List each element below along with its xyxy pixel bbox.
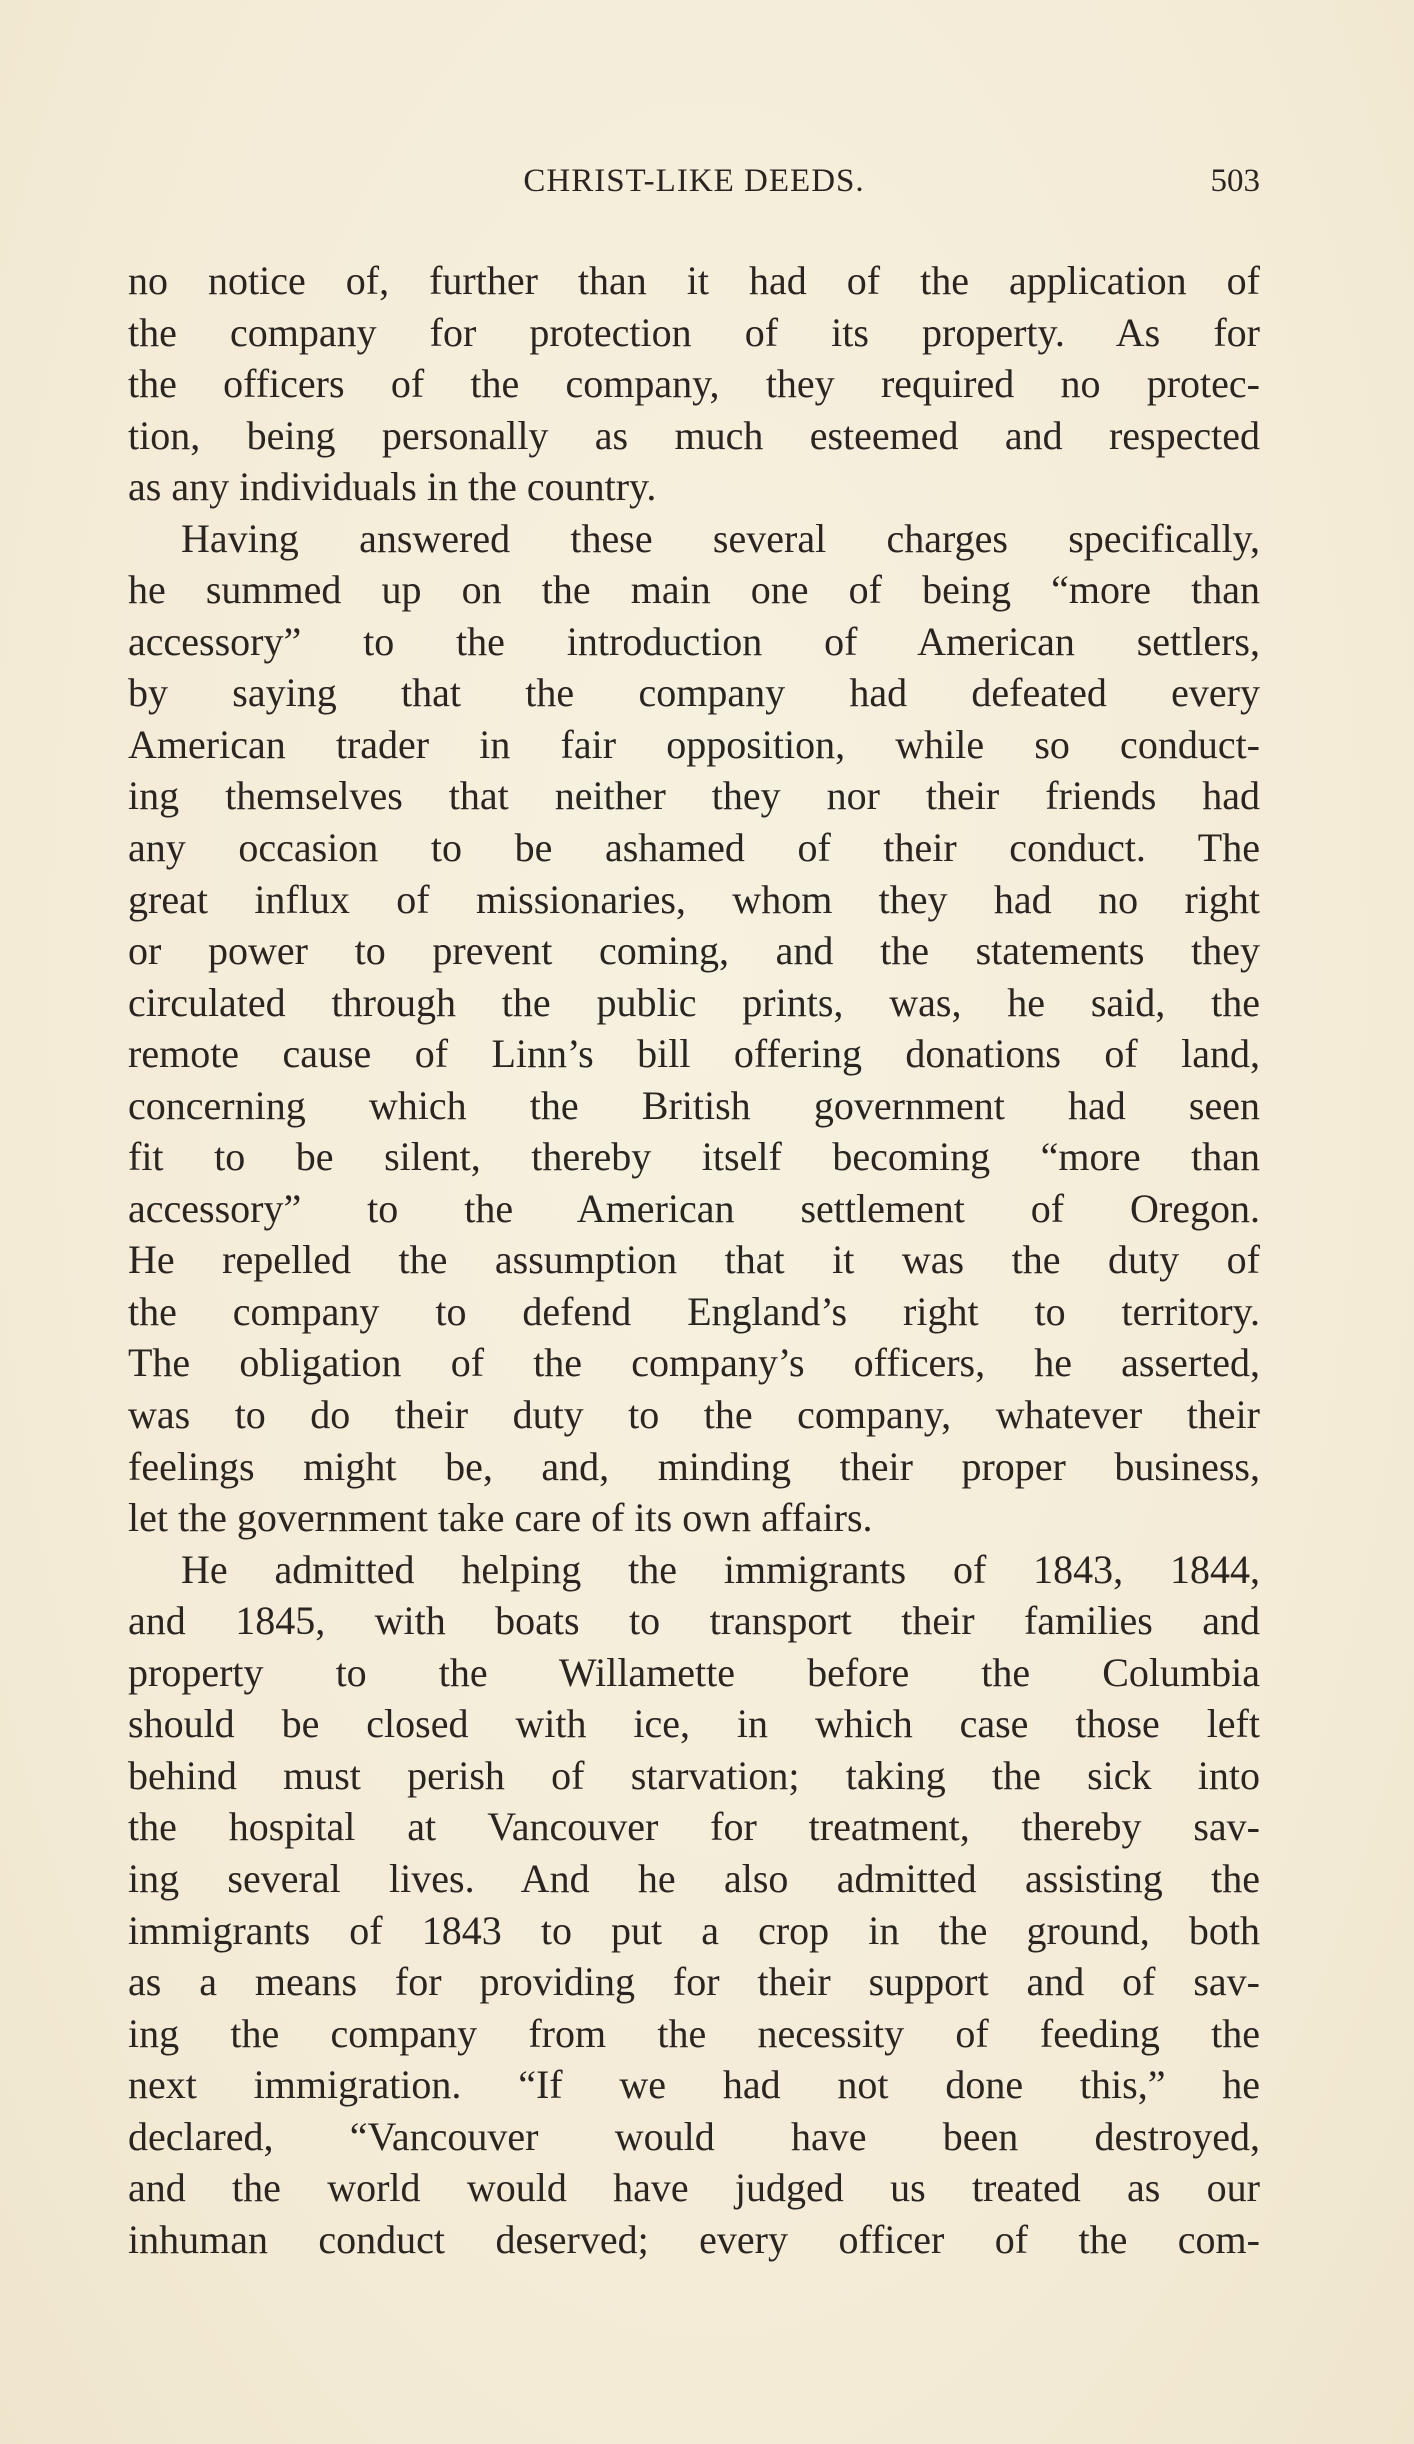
text-line: circulated through the public prints, was, he said, the: [128, 979, 1260, 1025]
page-number: 503: [1210, 163, 1260, 199]
text-line: immigrants of 1843 to put a crop in the ground, both: [128, 1907, 1260, 1953]
text-line: next immigration. “If we had not done this,” he: [128, 2062, 1260, 2108]
text-line: concerning which the British government had seen: [128, 1082, 1260, 1128]
text-line: was to do their duty to the company, whatever their: [128, 1392, 1260, 1438]
text-line: accessory” to the American settlement of Oregon.: [128, 1185, 1260, 1231]
text-line: ing themselves that neither they nor their friends had: [128, 773, 1260, 819]
text-line: fit to be silent, thereby itself becoming “more than: [128, 1134, 1260, 1180]
text-line: and 1845, with boats to transport their families and: [128, 1598, 1260, 1644]
running-title: CHRIST-LIKE DEEDS.: [523, 163, 865, 199]
text-line: remote cause of Linn’s bill offering donations of land,: [128, 1031, 1260, 1077]
text-line: the officers of the company, they required no protec-: [128, 361, 1260, 407]
text-line: he summed up on the main one of being “more than: [128, 567, 1260, 613]
text-line: the company to defend England’s right to territory.: [128, 1288, 1260, 1334]
text-line: feelings might be, and, minding their proper business,: [128, 1443, 1260, 1489]
text-line: no notice of, further than it had of the application of: [128, 258, 1260, 303]
text-line: tion, being personally as much esteemed and respected: [128, 412, 1260, 458]
text-line: let the government take care of its own affairs.: [128, 1495, 873, 1541]
text-line: by saying that the company had defeated every: [128, 670, 1260, 716]
text-line: as any individuals in the country.: [128, 464, 657, 510]
text-line: the hospital at Vancouver for treatment, thereby sav-: [128, 1804, 1260, 1850]
text-line: Having answered these several charges specifically,: [181, 515, 1260, 561]
text-line: declared, “Vancouver would have been destroyed,: [128, 2113, 1260, 2159]
text-line: ing the company from the necessity of feeding the: [128, 2010, 1260, 2056]
text-line: the company for protection of its property. As for: [128, 309, 1260, 355]
text-line: He repelled the assumption that it was the duty of: [128, 1237, 1260, 1283]
text-line: behind must perish of starvation; taking the sick into: [128, 1752, 1260, 1798]
text-line: accessory” to the introduction of American settlers,: [128, 618, 1260, 664]
text-line: any occasion to be ashamed of their conduct. The: [128, 825, 1260, 871]
body-text: [128, 255, 1260, 2265]
text-line: great influx of missionaries, whom they had no right: [128, 876, 1260, 922]
text-line: The obligation of the company’s officers, he asserted,: [128, 1340, 1260, 1386]
text-line: inhuman conduct deserved; every officer of the com-: [128, 2216, 1260, 2262]
text-line: American trader in fair opposition, while so conduct-: [128, 721, 1260, 767]
text-line: as a means for providing for their support and of sav-: [128, 1959, 1260, 2005]
text-line: or power to prevent coming, and the statements they: [128, 928, 1260, 974]
text-line: and the world would have judged us treated as our: [128, 2165, 1260, 2211]
running-head: [128, 163, 1260, 213]
text-line: should be closed with ice, in which case those left: [128, 1701, 1260, 1747]
text-line: ing several lives. And he also admitted assisting the: [128, 1855, 1260, 1901]
text-line: He admitted helping the immigrants of 1843, 1844,: [181, 1546, 1260, 1592]
text-line: property to the Willamette before the Columbia: [128, 1649, 1260, 1695]
